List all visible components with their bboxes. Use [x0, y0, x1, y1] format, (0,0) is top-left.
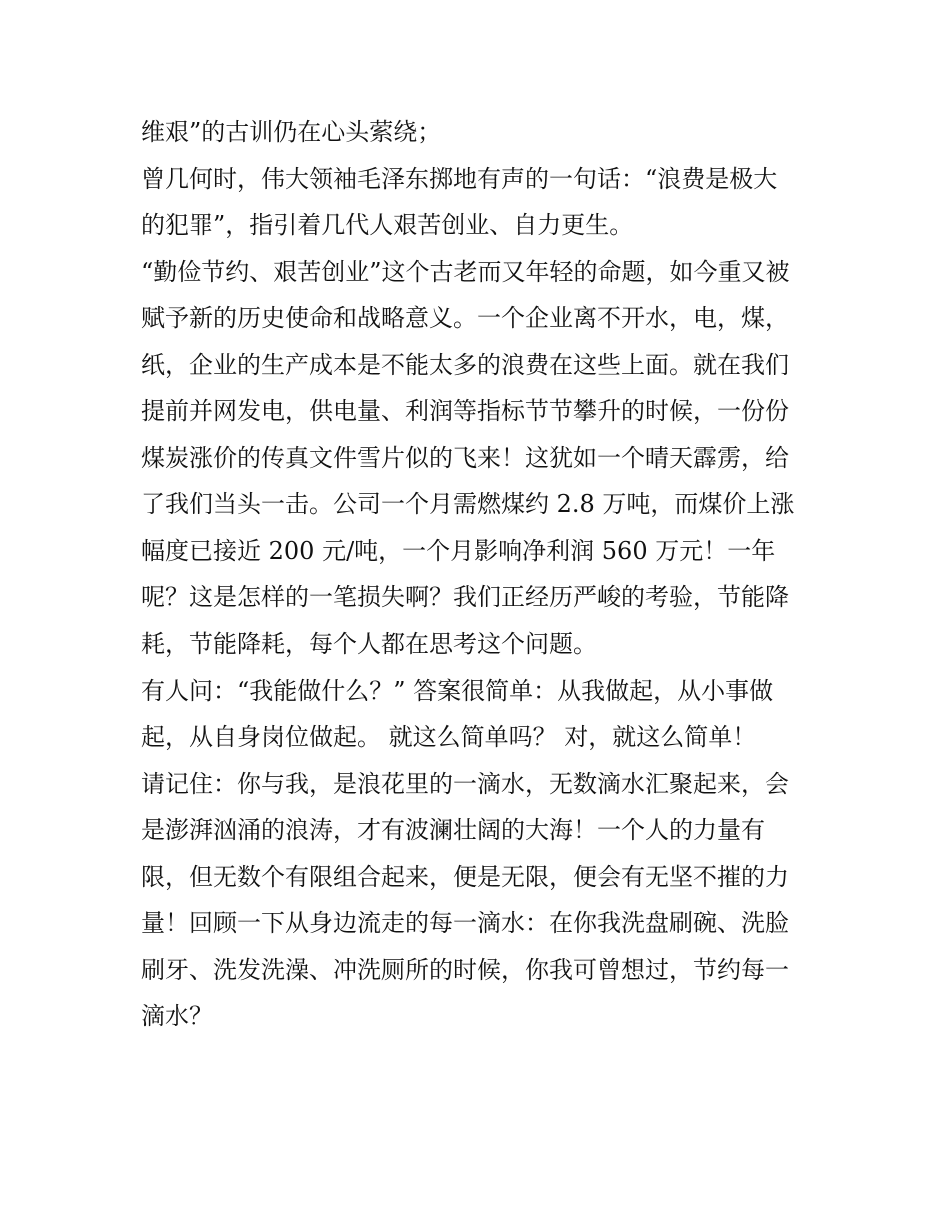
- text-line: 请记住：你与我，是浪花里的一滴水，无数滴水汇聚起来，会: [141, 769, 789, 798]
- text-line: 维艰”的古训仍在心头萦绕；: [141, 118, 442, 146]
- text-line: 曾几何时，伟大领袖毛泽东掷地有声的一句话：“浪费是极大: [141, 164, 778, 193]
- text-line: 是澎湃汹涌的浪涛，才有波澜壮阔的大海！一个人的力量有: [141, 816, 765, 845]
- text-line: 煤炭涨价的传真文件雪片似的飞来！这犹如一个晴天霹雳，给: [141, 443, 789, 472]
- text-line: 限，但无数个有限组合起来，便是无限，便会有无坚不摧的力: [141, 862, 789, 891]
- text-line: “勤俭节约、艰苦创业”这个古老而又年轻的命题，如今重又被: [141, 257, 790, 286]
- text-line: 滴水？: [141, 1002, 213, 1031]
- text-line: 刷牙、洗发洗澡、冲洗厕所的时候，你我可曾想过，节约每一: [141, 955, 789, 984]
- text-line: 有人问：“我能做什么？” 答案很简单：从我做起，从小事做: [141, 676, 774, 705]
- text-line: 的犯罪”，指引着几代人艰苦创业、自力更生。: [141, 211, 634, 240]
- text-line: 了我们当头一击。公司一个月需燃煤约 2.8 万吨，而煤价上涨: [141, 490, 795, 519]
- text-line: 纸，企业的生产成本是不能太多的浪费在这些上面。就在我们: [141, 350, 789, 379]
- text-line: 呢？这是怎样的一笔损失啊？我们正经历严峻的考验，节能降: [141, 583, 789, 612]
- text-line: 幅度已接近 200 元/吨，一个月影响净利润 560 万元！一年: [141, 536, 776, 565]
- text-line: 量！回顾一下从身边流走的每一滴水：在你我洗盘刷碗、洗脸: [141, 909, 789, 938]
- text-line: 赋予新的历史使命和战略意义。一个企业离不开水，电，煤，: [141, 304, 789, 333]
- document-body: [141, 109, 813, 1040]
- text-line: 耗，节能降耗，每个人都在思考这个问题。: [141, 630, 597, 659]
- text-line: 起，从自身岗位做起。 就这么简单吗？ 对，就这么简单！: [141, 723, 757, 752]
- text-line: 提前并网发电，供电量、利润等指标节节攀升的时候，一份份: [141, 397, 789, 426]
